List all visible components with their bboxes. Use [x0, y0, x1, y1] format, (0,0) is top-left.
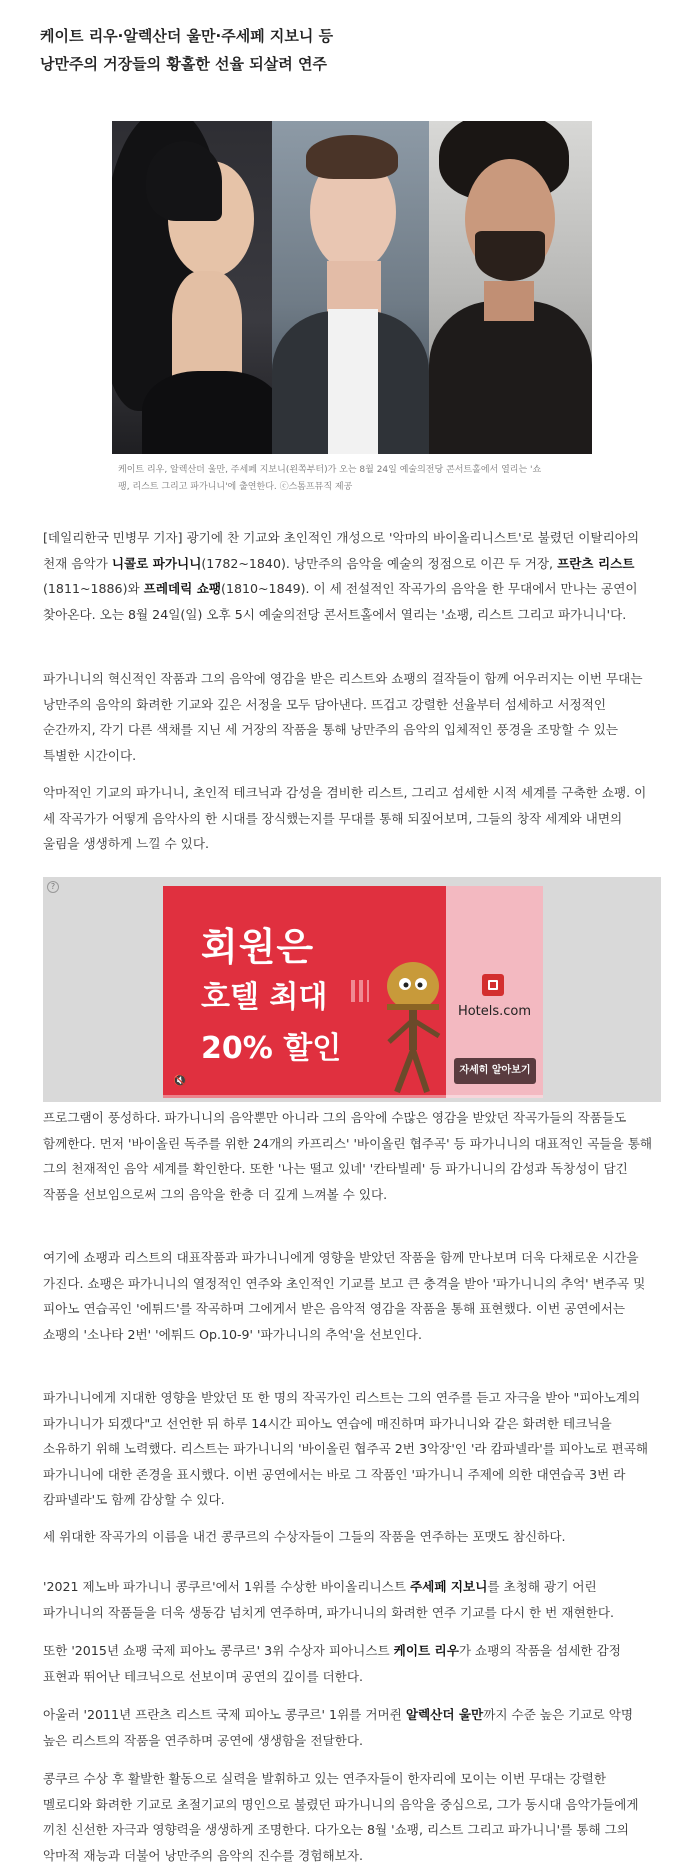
- ad-side-panel: [446, 886, 543, 1098]
- article-paragraph-11: [43, 1766, 655, 1868]
- paragraph-text: 콩쿠르 수상 후 활발한 활동으로 실력을 발휘하고 있는 연주자들이 한자리에 모이는 이번 무대는 강렬한 멜로디와 화려한 기교로 초절기교의 명인으로 불렸던 파가니니의 음악을 중심으로, 그가 동시대 음악가들에게 끼친 신선한 자극과 영향력을 생생하게 조명한다. 다가오는 8월 '쇼팽, 리스트 그리고 파가니니'를 통해 그의 악마적 재능과 더불어 낭만주의 음악의 진수를 경험해보자.: [43, 1771, 639, 1863]
- photo-panel-giuseppe-gibboni: [429, 121, 592, 454]
- article-paragraph-4: [43, 1105, 655, 1207]
- paragraph-text: 또한 '2015년 쇼팽 국제 피아노 콩쿠르' 3위 수상자 피아니스트: [43, 1643, 394, 1658]
- caption-line-2: 팽, 리스트 그리고 파가니니'에 출연한다. ⓒ스톰프뮤직 제공: [118, 482, 353, 492]
- bold-name: 주세페 지보니: [409, 1579, 488, 1594]
- paragraph-text: 파가니니의 혁신적인 작품과 그의 음악에 영감을 받은 리스트와 쇼팽의 걸작들이 함께 어우러지는 이번 무대는 낭만주의 음악의 화려한 기교와 깊은 서정을 모두 담아낸다. 뜨겁고 강렬한 선율부터 섬세하고 서정적인 순간까지, 각기 다른 색채를 지닌 세 거장의 작품을 통해 낭만주의 음악의 입체적인 풍경을 조망할 수 있는 특별한 시간이다.: [43, 671, 643, 763]
- paragraph-text: (1810~1849). 이 세 전설적인 작곡가의 음악을 한 무대에서 만나는 공연이 찾아온다. 오는 8월 24일(일) 오후 5시 예술의전당 콘서트홀에서 열리는 '쇼팽, 리스트 그리고 파가니니'다.: [43, 581, 638, 622]
- bold-name: 케이트 리우: [393, 1643, 459, 1658]
- caption-line-1: 케이트 리우, 알렉산더 울만, 주세페 지보니(왼쪽부터)가 오는 8월 24일 예술의전당 콘서트홀에서 열리는 '쇼: [118, 465, 542, 475]
- ad-headline-3: 20% 할인: [201, 1031, 342, 1066]
- hotels-logo-icon: [482, 974, 504, 996]
- paragraph-text: '2021 제노바 파가니니 콩쿠르'에서 1위를 수상한 바이올리니스트: [43, 1579, 410, 1594]
- paragraph-text: (1782~1840). 낭만주의 음악을 예술의 정점으로 이끈 두 거장,: [201, 555, 558, 571]
- bold-name: 니콜로 파가니니: [111, 555, 202, 571]
- advertisement[interactable]: [43, 877, 661, 1102]
- subtitle-line-2: 낭만주의 거장들의 황홀한 선율 되살려 연주: [40, 55, 327, 73]
- photo-caption: [118, 462, 588, 496]
- article-subtitle: [40, 22, 640, 78]
- ad-learn-more-button[interactable]: 자세히 알아보기: [454, 1058, 536, 1084]
- paragraph-text: (1811~1886)와: [43, 581, 144, 596]
- bold-name: 알렉산더 울만: [405, 1707, 484, 1722]
- article-paragraph-8: [43, 1574, 655, 1625]
- ad-stripes-decoration: [351, 980, 369, 1002]
- paragraph-text: 프로그램이 풍성하다. 파가니니의 음악뿐만 아니라 그의 음악에 수많은 영감을 받았던 작곡가들의 작품들도 함께한다. 먼저 '바이올린 독주를 위한 24개의 카프리스' '바이올린 협주곡' 등 파가니니의 대표적인 곡들을 통해 그의 천재적인 음악 세계를 확인한다. 또한 '나는 떨고 있네' '칸타빌레' 등 파가니니의 감성과 독창성이 담긴 작품을 선보임으로써 그의 음악을 한층 더 깊게 느껴볼 수 있다.: [43, 1110, 653, 1202]
- paragraph-text: 가 쇼팽의 작품을 섬세한 감정 표현과 뛰어난 테크닉으로 선보이며 공연의 깊이를 더한다.: [43, 1643, 621, 1684]
- ad-progress-bar: [163, 1095, 543, 1098]
- paragraph-text: 아울러 '2011년 프란츠 리스트 국제 피아노 콩쿠르' 1위를 거머쥔: [43, 1707, 406, 1722]
- paragraph-text: 까지 수준 높은 기교로 악명 높은 리스트의 작품을 연주하며 공연에 생생함을 전달한다.: [43, 1707, 634, 1748]
- paragraph-text: 파가니니에게 지대한 영향을 받았던 또 한 명의 작곡가인 리스트는 그의 연주를 듣고 자극을 받아 "피아노계의 파가니니가 되겠다"고 선언한 뒤 하루 14시간 피아노 연습에 매진하며 파가니니와 같은 화려한 테크닉을 소유하기 위해 노력했다. 리스트는 파가니니의 '바이올린 협주곡 2번 3악장'인 '라 캄파넬라'를 피아노로 편곡해 파가니니에 대한 존경을 표시했다. 이번 공연에서는 바로 그 작품인 '파가니니 주제에 의한 대연습곡 3번 라 캄파넬라'도 함께 감상할 수 있다.: [43, 1390, 649, 1507]
- article-paragraph-1: [43, 525, 655, 627]
- paragraph-text: [데일리한국 민병무 기자] 광기에 찬 기교와 초인적인 개성으로 '악마의 바이올리니스트'로 불렸던 이탈리아의 천재 음악가: [43, 530, 640, 571]
- article-paragraph-9: [43, 1638, 655, 1689]
- paragraph-text: 여기에 쇼팽과 리스트의 대표작품과 파가니니에게 영향을 받았던 작품을 함께 만나보며 더욱 다채로운 시간을 가진다. 쇼팽은 파가니니의 열정적인 연주와 초인적인 기교를 보고 큰 충격을 받아 '파가니니의 추억' 변주곡 및 피아노 연습곡인 '에튀드'를 작곡하며 그에게서 받은 음악적 영감을 작품을 통해 표현했다. 이번 공연에서는 쇼팽의 '소나타 2번' '에튀드 Op.10-9' '파가니니의 추억'을 선보인다.: [43, 1250, 646, 1342]
- article-paragraph-10: [43, 1702, 655, 1753]
- ad-banner[interactable]: [163, 886, 543, 1098]
- subtitle-line-1: 케이트 리우·알렉산더 울만·주세페 지보니 등: [40, 27, 334, 45]
- mute-icon[interactable]: 🔇: [173, 1074, 187, 1087]
- photo-panel-alexander-ullman: [272, 121, 429, 454]
- paragraph-text: 를 초청해 광기 어린 파가니니의 작품들을 더욱 생동감 넘치게 연주하며, 파가니니의 화려한 연주 기교를 다시 한 번 재현한다.: [43, 1579, 615, 1620]
- article-paragraph-2: [43, 666, 655, 768]
- photo-panel-kate-liu: [112, 121, 272, 454]
- paragraph-text: 세 위대한 작곡가의 이름을 내건 콩쿠르의 수상자들이 그들의 작품을 연주하는 포맷도 참신하다.: [43, 1529, 566, 1544]
- ad-headline-2: 호텔 최대: [201, 980, 328, 1015]
- bold-name: 프란츠 리스트: [557, 555, 635, 571]
- bellhop-mascot-icon: [383, 946, 443, 1096]
- bold-name: 프레데릭 쇼팽: [143, 581, 222, 596]
- article-paragraph-3: [43, 780, 655, 857]
- ad-info-icon[interactable]: ?: [47, 881, 59, 893]
- article-paragraph-7: [43, 1524, 655, 1550]
- article-photo: [112, 121, 592, 454]
- paragraph-text: 악마적인 기교의 파가니니, 초인적 테크닉과 감성을 겸비한 리스트, 그리고 섬세한 시적 세계를 구축한 쇼팽. 이 세 작곡가가 어떻게 음악사의 한 시대를 장식했는지를 무대를 통해 되짚어보며, 그들의 창작 세계와 내면의 울림을 생생하게 느낄 수 있다.: [43, 785, 647, 851]
- article-paragraph-5: [43, 1245, 655, 1347]
- ad-headline-1: 회원은: [201, 925, 315, 969]
- article-paragraph-6: [43, 1385, 655, 1513]
- ad-brand: Hotels.com: [457, 1004, 532, 1019]
